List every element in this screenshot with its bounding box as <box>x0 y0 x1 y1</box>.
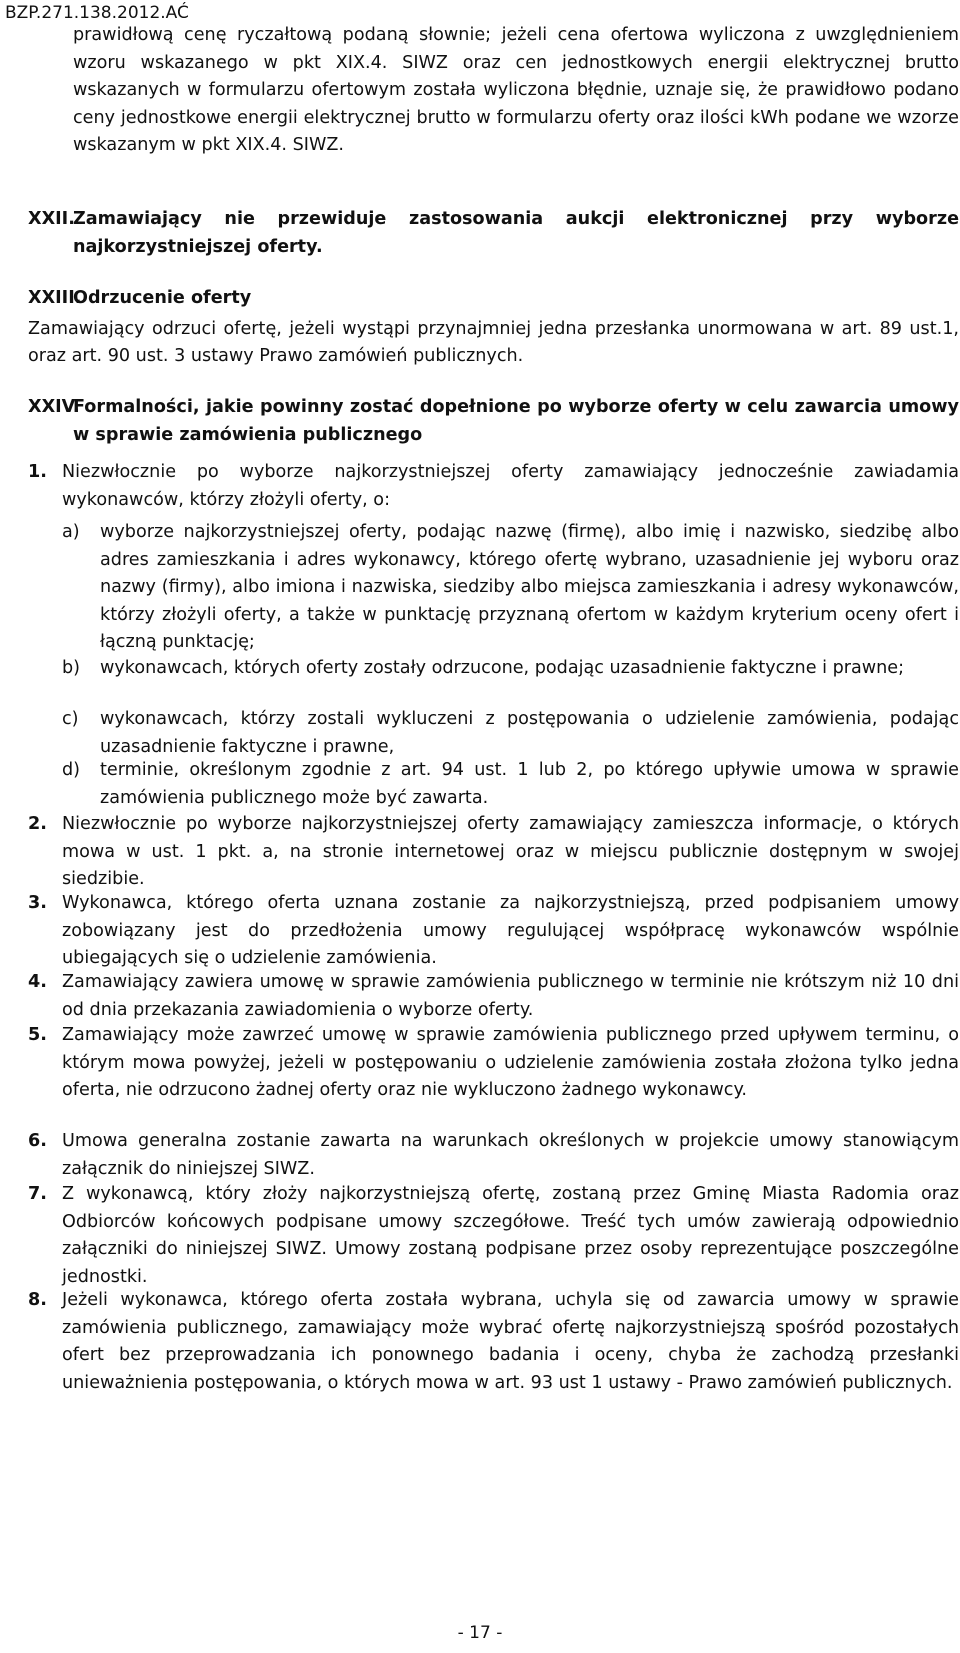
item-number: 1. <box>28 462 47 482</box>
item-number: 6. <box>28 1131 47 1151</box>
sub-item-text: wykonawcach, których oferty zostały odrzucone, podając uzasadnienie faktyczne i prawne; <box>100 658 905 678</box>
section-number: XXIII. <box>28 288 82 308</box>
section-number: XXII. <box>28 209 75 229</box>
item-number: 3. <box>28 893 47 913</box>
sub-list-item <box>62 655 959 683</box>
list-item <box>28 890 959 973</box>
item-text: Umowa generalna zostanie zawarta na warunkach określonych w projekcie umowy stanowiącym załącznik do niniejszej SIWZ. <box>62 1131 959 1179</box>
document-reference: BZP.271.138.2012.AĆ <box>5 3 189 23</box>
intro-paragraph: prawidłową cenę ryczałtową podaną słownie; jeżeli cena ofertowa wyliczona z uwzględnieniem wzoru wskazanego w pkt XIX.4. SIWZ oraz cen jednostkowych energii elektrycznej brutto wskazanych w formularzu ofertowym została wyliczona błędnie, uznaje się, że prawidłowo podano ceny jednostkowe energii elektrycznej brutto w formularzu oferty oraz ilości kWh podane we wzorze wskazanym w pkt XIX.4. SIWZ. <box>73 25 959 156</box>
list-item <box>28 1128 959 1183</box>
sub-item-letter: d) <box>62 760 81 780</box>
sub-list-item <box>62 519 959 657</box>
section-heading: Odrzucenie oferty <box>73 288 252 308</box>
sub-item-text: wyborze najkorzystniejszej oferty, podając nazwę (firmę), albo imię i nazwisko, siedzibę albo adres zamieszkania i adres wykonawcy, którego ofertę wybrano, uzasadnienie jej wyboru oraz nazwy (firmy), albo imiona i nazwiska, siedziby albo miejsca zamieszkania i adresy wykonawców, którzy złożyli oferty, a także w punktację przyznaną ofertom w każdym kryterium oceny ofert i łączną punktację; <box>100 522 959 653</box>
item-text: Zamawiający zawiera umowę w sprawie zamówienia publicznego w terminie nie krótszym niż 10 dni od dnia przekazania zawiadomienia o wyborze oferty. <box>62 972 959 1020</box>
section-xxiv <box>28 394 959 449</box>
section-number: XXIV. <box>28 397 80 417</box>
sub-list-item <box>62 757 959 812</box>
section-heading: Formalności, jakie powinny zostać dopełnione po wyborze oferty w celu zawarcia umowy w sprawie zamówienia publicznego <box>73 397 959 445</box>
page-number: - 17 - <box>457 1623 503 1643</box>
sub-item-letter: c) <box>62 709 79 729</box>
section-heading: Zamawiający nie przewiduje zastosowania aukcji elektronicznej przy wyborze najkorzystniejszej oferty. <box>73 209 959 257</box>
item-text: Jeżeli wykonawca, którego oferta została wybrana, uchyla się od zawarcia umowy w sprawie zamówienia publicznego, zamawiający może wybrać ofertę najkorzystniejszą spośród pozostałych ofert bez przeprowadzania ich ponownego badania i oceny, chyba że zachodzą przesłanki unieważnienia postępowania, o których mowa w art. 93 ust 1 ustawy - Prawo zamówień publicznych. <box>62 1290 959 1393</box>
list-item <box>28 1287 959 1397</box>
section-xxiii <box>28 285 959 371</box>
item-text: Niezwłocznie po wyborze najkorzystniejszej oferty zamawiający jednocześnie zawiadamia wykonawców, którzy złożyli oferty, o: <box>62 462 959 510</box>
sub-list-item <box>62 706 959 761</box>
item-text: Zamawiający może zawrzeć umowę w sprawie zamówienia publicznego przed upływem terminu, o którym mowa powyżej, jeżeli w postępowaniu o udzielenie zamówienia została złożona tylko jedna oferta, nie odrzucono żadnej oferty oraz nie wykluczono żadnego wykonawcy. <box>62 1025 959 1101</box>
item-number: 4. <box>28 972 47 992</box>
item-number: 8. <box>28 1290 47 1310</box>
list-item <box>28 1022 959 1105</box>
list-item <box>28 811 959 894</box>
list-item <box>28 459 959 514</box>
list-item <box>28 1181 959 1291</box>
sub-item-text: wykonawcach, którzy zostali wykluczeni z postępowania o udzielenie zamówienia, podając uzasadnienie faktyczne i prawne, <box>100 709 959 757</box>
item-number: 5. <box>28 1025 47 1045</box>
list-item <box>28 969 959 1024</box>
item-text: Niezwłocznie po wyborze najkorzystniejszej oferty zamawiający zamieszcza informacje, o których mowa w ust. 1 pkt. a, na stronie internetowej oraz w miejscu publicznie dostępnym w swojej siedzibie. <box>62 814 959 890</box>
sub-item-letter: b) <box>62 658 81 678</box>
item-text: Z wykonawcą, który złoży najkorzystniejszą ofertę, zostaną przez Gminę Miasta Radomia oraz Odbiorców końcowych podpisane umowy szczegółowe. Treść tych umów zawierają odpowiednio załączniki do niniejszej SIWZ. Umowy zostaną podpisane przez osoby reprezentujące poszczególne jednostki. <box>62 1184 959 1287</box>
section-body: Zamawiający odrzuci ofertę, jeżeli wystąpi przynajmniej jedna przesłanka unormowana w art. 89 ust.1, oraz art. 90 ust. 3 ustawy Prawo zamówień publicznych. <box>28 318 959 367</box>
item-number: 2. <box>28 814 47 834</box>
item-number: 7. <box>28 1184 47 1204</box>
section-xxii <box>28 206 959 261</box>
sub-item-letter: a) <box>62 522 80 542</box>
item-text: Wykonawca, którego oferta uznana zostanie za najkorzystniejszą, przed podpisaniem umowy zobowiązany jest do przedłożenia umowy regulującej współpracę wykonawców wspólnie ubiegających się o udzielenie zamówienia. <box>62 893 959 969</box>
sub-item-text: terminie, określonym zgodnie z art. 94 ust. 1 lub 2, po którego upływie umowa w sprawie zamówienia publicznego może być zawarta. <box>100 760 959 808</box>
